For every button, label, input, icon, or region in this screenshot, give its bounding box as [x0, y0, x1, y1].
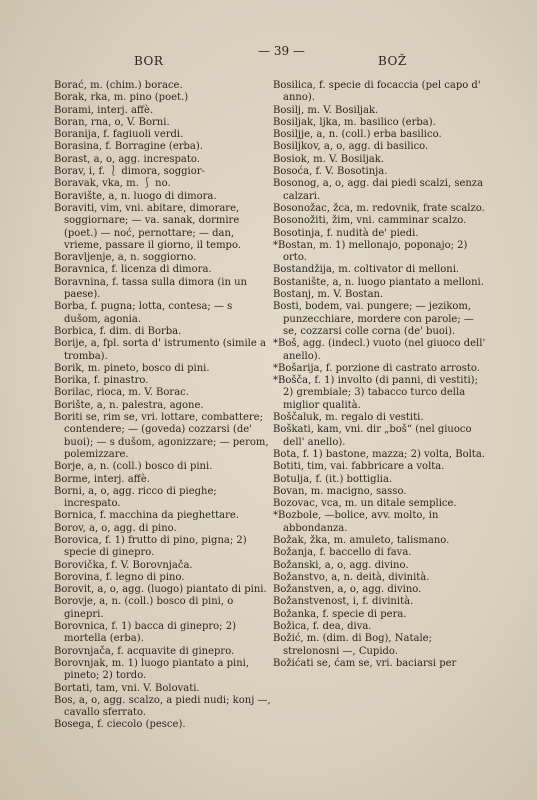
dictionary-entry: Boriti se, rim se, vri. lottare, combattere; contendere; — (goveda) cozzarsi (de' buoi); — s dušom, agonizzare; — perom, polemizzare.	[54, 412, 269, 460]
dictionary-entry: Božanstvo, a, n. deità, divinità.	[273, 571, 430, 583]
dictionary-entry: Božak, žka, m. amuleto, talismano.	[273, 534, 450, 546]
dictionary-entry: Boravnica, f. licenza di dimora.	[54, 264, 212, 276]
dictionary-entry: Bosiljkov, a, o, agg. di basilico.	[273, 141, 429, 153]
dictionary-entry: Borak, rka, m. pino (poet.)	[54, 92, 189, 104]
dictionary-entry: Boravište, a, n. luogo di dimora.	[54, 190, 217, 202]
dictionary-entry: Borni, a, o, agg. ricco di pieghe; increspato.	[54, 485, 217, 510]
dictionary-entry: Bosotinja, f. nudità de' piedi.	[273, 227, 419, 239]
dictionary-entry: Borište, a, n. palestra, agone.	[54, 399, 204, 411]
dictionary-entry: Borje, a, n. (coll.) bosco di pini.	[54, 461, 213, 473]
dictionary-entry: Botulja, f. (it.) bottiglia.	[273, 473, 393, 485]
dictionary-entry: *Bošarija, f. porzione di castrato arrosto.	[273, 362, 480, 374]
dictionary-entry: Boravnina, f. tassa sulla dimora (in un paese).	[54, 276, 247, 301]
dictionary-entry: Boravljenje, a, n. soggiorno.	[54, 252, 197, 264]
dictionary-entry: *Bozbole, —bolice, avv. molto, in abbondanza.	[273, 510, 439, 534]
dictionary-entry: Borov, a, o, agg. di pino.	[54, 522, 177, 534]
dictionary-entry: Borast, a, o, agg. increspato.	[54, 153, 200, 165]
dictionary-entry: Bosega, f. ciecolo (pesce).	[54, 719, 186, 731]
dictionary-entry: Božanstven, a, o, agg. divino.	[273, 584, 422, 596]
dictionary-entry: Borovit, a, o, agg. (luogo) piantato di pini.	[54, 584, 267, 596]
dictionary-entry: Borika, f. pinastro.	[54, 375, 149, 387]
dictionary-entry: Bota, f. 1) bastone, mazza; 2) volta, Bolta.	[273, 448, 485, 460]
dictionary-entry: Bos, a, o, agg. scalzo, a piedi nudi; konj —, cavallo sferrato.	[54, 694, 271, 719]
dictionary-entry: Borba, f. pugna; lotta, contesa; — s dušom, agonia.	[54, 301, 233, 325]
dictionary-entry: Borik, m. pineto, bosco di pini.	[54, 362, 210, 374]
dictionary-entry: *Boš, agg. (indecl.) vuoto (nel giuoco dell' anello).	[273, 338, 486, 362]
dictionary-entry: Borav, i, f. ⎱ dimora, soggior-	[54, 166, 205, 178]
dictionary-entry: Borami, interj. affè.	[54, 104, 154, 116]
dictionary-entry: Boščaluk, m. regalo di vestiti.	[273, 412, 424, 424]
dictionary-entry: Bosiljje, a, n. (coll.) erba basilico.	[273, 129, 442, 141]
dictionary-entry: Božanja, f. baccello di fava.	[273, 547, 412, 559]
dictionary-entry: Borovica, f. 1) frutto di pino, pigna; 2) specie di ginepro.	[54, 534, 247, 559]
dictionary-entry: Bortati, tam, vni. V. Bolovati.	[54, 682, 200, 694]
left-column	[54, 80, 272, 732]
dictionary-entry: Božanstvenost, i, f. divinità.	[273, 596, 414, 608]
dictionary-entry: Borovje, a, n. (coll.) bosco di pini, o ginepri.	[54, 596, 234, 620]
dictionary-entry: Bosilica, f. specie di focaccia (pel capo d' anno).	[273, 80, 481, 104]
dictionary-entry: Bornica, f. macchina da pieghettare.	[54, 510, 239, 522]
dictionary-entry: Bosiljak, ljka, m. basilico (erba).	[273, 116, 436, 128]
dictionary-entry: Bosilj, m. V. Bosiljak.	[273, 104, 379, 116]
dictionary-entry: Bosti, bodem, vai. pungere; — jezikom, punzecchiare, mordere con parole; — se, cozzarsi colle corna (de' buoi).	[273, 301, 474, 337]
dictionary-entry: Borasina, f. Borragine (erba).	[54, 141, 203, 153]
right-guide-word: BOŽ	[378, 54, 407, 68]
dictionary-entry: Bosonog, a, o, agg. dai piedi scalzi, senza calzari.	[273, 178, 484, 202]
left-guide-word: BOR	[134, 54, 164, 68]
dictionary-entry: Bosoća, f. V. Bosotinja.	[273, 166, 388, 178]
dictionary-entry: Boškati, kam, vni. dir „boš“ (nel giuoco dell' anello).	[273, 424, 472, 448]
dictionary-entry: Boranija, f. fagiuoli verdi.	[54, 129, 184, 141]
right-column	[273, 80, 491, 670]
dictionary-entry: Bozovac, vca, m. un ditale semplice.	[273, 498, 457, 510]
dictionary-entry: Borbica, f. dim. di Borba.	[54, 325, 182, 337]
dictionary-entry: Borać, m. (chim.) borace.	[54, 80, 183, 91]
dictionary-entry: *Bošča, f. 1) involto (di panni, di vestiti); 2) grembiale; 3) tabacco turco della miglior qualità.	[273, 375, 478, 411]
dictionary-entry: Borovnjača, f. acquavite di ginepro.	[54, 645, 235, 657]
dictionary-entry: Bosonožiti, žim, vni. camminar scalzo.	[273, 215, 467, 227]
dictionary-entry: Boran, rna, o, V. Borni.	[54, 116, 170, 128]
dictionary-entry: Božanka, f. specie di pera.	[273, 608, 407, 620]
dictionary-entry: Bostanj, m. V. Bostan.	[273, 289, 384, 301]
dictionary-entry: Boravak, vka, m. ⎰ no.	[54, 178, 171, 190]
dictionary-entry: Bovan, m. macigno, sasso.	[273, 485, 407, 497]
dictionary-entry: Bostanište, a, n. luogo piantato a melloni.	[273, 276, 484, 288]
dictionary-entry: Bosonožac, žca, m. redovnik, frate scalzo.	[273, 202, 485, 214]
dictionary-entry: Borovnica, f. 1) bacca di ginepro; 2) mortella (erba).	[54, 621, 236, 645]
dictionary-entry: Božica, f. dea, diva.	[273, 621, 372, 633]
dictionary-entry: Božićati se, ćam se, vri. baciarsi per	[273, 657, 457, 669]
dictionary-entry: Borovička, f. V. Borovnjača.	[54, 559, 193, 571]
dictionary-entry: Božanski, a, o, agg. divino.	[273, 559, 409, 571]
dictionary-entry: Bosiok, m. V. Bosiljak.	[273, 153, 385, 165]
dictionary-entry: Borovnjak, m. 1) luogo piantato a pini, pineto; 2) tordo.	[54, 657, 250, 682]
dictionary-entry: Božić, m. (dim. di Bog), Natale; strelonosni —, Cupido.	[273, 633, 432, 657]
dictionary-entry: Borovina, f. legno di pino.	[54, 571, 185, 583]
dictionary-entry: Borilac, rioca, m. V. Borac.	[54, 387, 189, 399]
dictionary-entry: Borije, a, fpl. sorta d' istrumento (simile a tromba).	[54, 338, 266, 362]
dictionary-entry: Boraviti, vim, vni. abitare, dimorare, soggiornare; — va. sanak, dormire (poet.) — noć, pernottare; — dan, vrieme, passare il giorno, il tempo.	[54, 202, 241, 251]
dictionary-entry: *Bostan, m. 1) mellonajo, poponajo; 2) orto.	[273, 239, 468, 264]
dictionary-entry: Botiti, tim, vai. fabbricare a volta.	[273, 461, 445, 473]
page-number: — 39 —	[258, 44, 305, 58]
dictionary-entry: Bostandžija, m. coltivator di melloni.	[273, 264, 460, 276]
dictionary-entry: Borme, interj. affè.	[54, 473, 150, 485]
